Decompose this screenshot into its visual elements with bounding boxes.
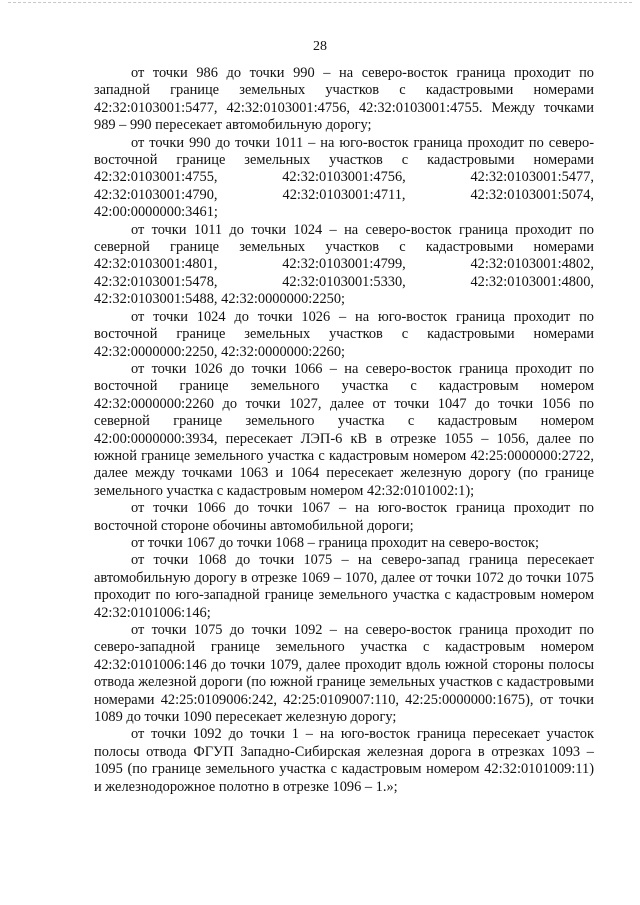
paragraph-1067-1068: от точки 1067 до точки 1068 – граница проходит на северо-восток; <box>131 534 539 551</box>
paragraph-1026-1066: от точки 1026 до точки 1066 – на северо-восток граница проходит по восточной границе земельного участка с кадастровым номером 42:32:0000000:2260 до точки 1027, далее от точки 1047 до точки 1056 по северной границе земельного участка с кадастровым номером 42:00:0000000:3934, пересекает ЛЭП-6 кВ в отрезке 1055 – 1056, далее по южной границе земельного участка с кадастровым номером 42:25:0000000:2722, далее между точками 1063 и 1064 пересекает железную дорогу (по границе земельного участка с кадастровым номером 42:32:0101002:1); <box>94 360 594 499</box>
page-number: 28 <box>313 39 327 54</box>
paragraph-1024-1026: от точки 1024 до точки 1026 – на юго-восток граница проходит по восточной границе земельных участков с кадастровыми номерами 42:32:0000000:2250, 42:32:0000000:2260; <box>94 308 594 360</box>
scan-edge-line <box>8 2 632 3</box>
paragraph-1011-1024: от точки 1011 до точки 1024 – на северо-восток граница проходит по северной границе земельных участков с кадастровыми номерами 42:32:0103001:4801, 42:32:0103001:4799, 42:32:0103001:4802, 42:32:0103001:5478, 42:32:0103001:5330, 42:32:0103001:4800, 42:32:0103001:5488, 42:32:0000000:2250; <box>94 221 594 308</box>
paragraph-1066-1067: от точки 1066 до точки 1067 – на юго-восток граница проходит по восточной стороне обочины автомобильной дороги; <box>94 500 594 534</box>
paragraph-1075-1092: от точки 1075 до точки 1092 – на северо-восток граница проходит по северо-западной границе земельного участка с кадастровым номером 42:32:0101006:146 до точки 1079, далее проходит вдоль южной стороны полосы отвода железной дороги (по южной границе земельных участков с кадастровыми номерами 42:25:0109006:242, 42:25:0109007:110, 42:25:0000000:1675), от точки 1089 до точки 1090 пересекает железную дорогу; <box>94 622 594 726</box>
paragraph-990-1011: от точки 990 до точки 1011 – на юго-восток граница проходит по северо-восточной границе земельных участков с кадастровыми номерами 42:32:0103001:4755, 42:32:0103001:4756, 42:32:0103001:5477, 42:32:0103001:4790, 42:32:0103001:4711, 42:32:0103001:5074, 42:00:0000000:3461; <box>94 134 594 221</box>
paragraph-1068-1075: от точки 1068 до точки 1075 – на северо-запад граница пересекает автомобильную дорогу в отрезке 1069 – 1070, далее от точки 1072 до точки 1075 проходит по юго-западной границе земельного участка с кадастровым номером 42:32:0101006:146; <box>94 552 594 621</box>
paragraph-986-990: от точки 986 до точки 990 – на северо-восток граница проходит по западной границе земельных участков с кадастровыми номерами 42:32:0103001:5477, 42:32:0103001:4756, 42:32:0103001:4755. Между точками 989 – 990 пересекает автомобильную дорогу; <box>94 65 594 134</box>
document-body <box>94 65 594 796</box>
paragraph-1092-1: от точки 1092 до точки 1 – на юго-восток граница пересекает участок полосы отвода ФГУП Западно-Сибирская железная дорога в отрезках 1093 – 1095 (по границе земельного участка с кадастровым номером 42:32:0101009:11) и железнодорожное полотно в отрезке 1096 – 1.»; <box>94 726 594 795</box>
